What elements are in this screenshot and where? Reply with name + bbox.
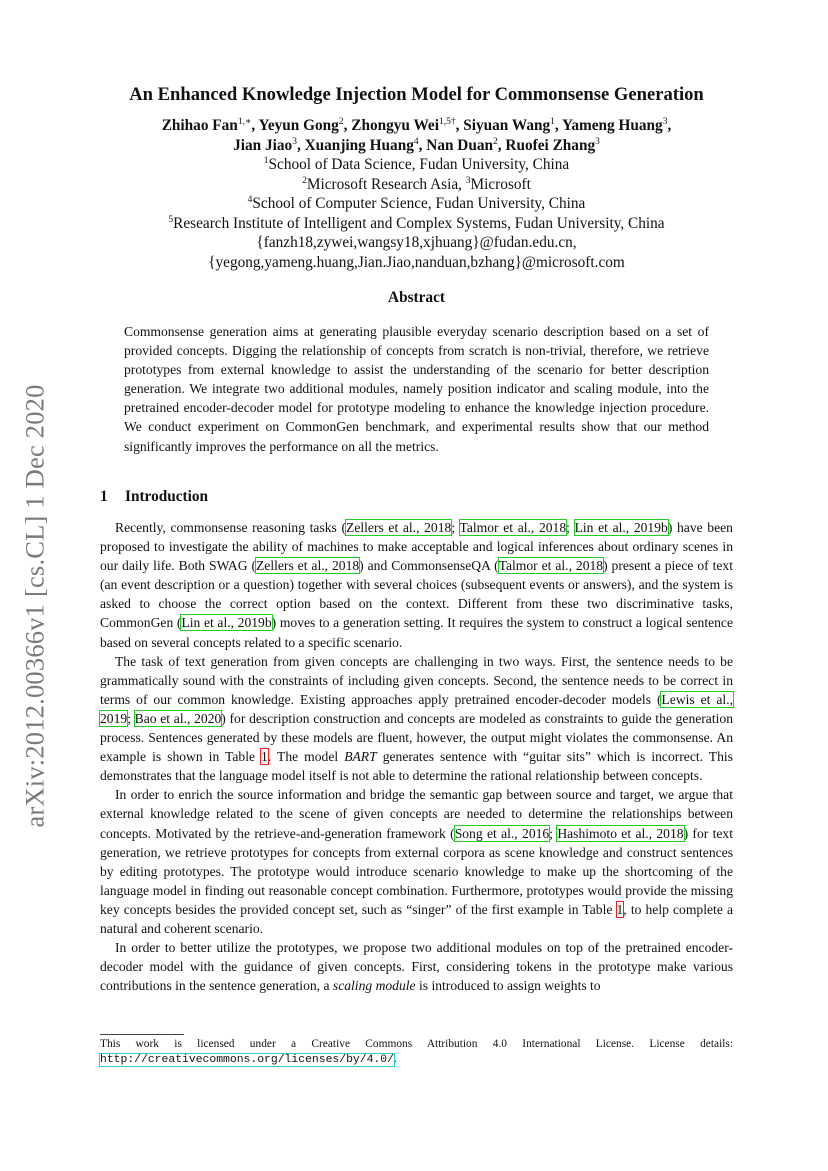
citation-link[interactable]: Zellers et al., 2018 (346, 520, 452, 535)
affiliation-4: $^5$Research Institute of Intelligent and Complex Systems, Fudan University, China (168, 214, 665, 232)
author-name: Zhihao Fan (161, 117, 238, 134)
citation-link[interactable]: Bao et al., 2020 (134, 710, 222, 726)
section-number: 1 (100, 488, 108, 505)
paragraph-4: In order to better utilize the prototypes, we propose two additional modules on top of the pretrained encoder-decoder model with the guidance of given concepts. First, considering tokens in the prototype make various contributions in the sentence generation, a scaling module is introduced to assign weights to (100, 940, 733, 994)
author-sup: 1,∗ (237, 117, 252, 127)
citation-link[interactable]: Song et al., 2016 (454, 825, 550, 841)
paragraph-2: The task of text generation from given concepts are challenging in two ways. First, the sentence needs to be grammatically sound with the constraints of including given concepts. Second, the sentence needs to be correct in terms of our common knowledge. Existing approaches apply pretrained encoder-decoder models (Lewis et al., 2019; Bao et al., 2020) for description construction and concepts are modeled as constraints to guide the generation process. Sentences generated by these models are fluent, however, the output might violates the commonsense. An example is shown in Table 1. The model BART generates sentence with “guitar sits” which is incorrect. This demonstrates that the language model itself is not able to determine the rational relationship between concepts. (100, 653, 734, 784)
author-sup: 1,5† (438, 117, 456, 127)
author-name: Yameng Huang (561, 117, 663, 134)
author-name: Nan Duan (426, 136, 494, 154)
intro-body (100, 518, 733, 995)
citation-link[interactable]: Hashimoto et al., 2018 (557, 825, 684, 841)
author-sup: 2 (338, 117, 344, 127)
author-sup: 3 (292, 136, 297, 147)
citation-link[interactable]: Lewis et al., 2019 (100, 691, 734, 726)
abstract-text: Commonsense generation aims at generating plausible everyday scenario description based on a set of provided concepts. Digging the relationship of concepts from scratch is non-trivial, therefore, we retrieve prototypes from external knowledge to assist the understanding of the scenario for better description generation. We integrate two additional modules, namely position indicator and scaling module, into the pretrained encoder-decoder model for prototype modeling to enhance the knowledge injection procedure. We conduct experiment on CommonGen benchmark, and experimental results show that our method significantly improves the performance on all the metrics. (124, 324, 709, 454)
author-name: Ruofei Zhang (505, 136, 596, 154)
paragraph-3: In order to enrich the source information and bridge the semantic gap between source and target, we argue that external knowledge related to the scene of given concepts are needed to determine the relationships between concepts. Motivated by the retrieve-and-generation framework (Song et al., 2016; Hashimoto et al., 2018) for text generation, we retrieve prototypes for concepts from external corpora as scene knowledge and construct sentences by editing prototypes. The prototype would introduce scenario knowledge to make up the shortcoming of the language model in finding out reasonable concept combination. Furthermore, prototypes would provide the missing key concepts besides the provided concept set, such as “singer” of the first example in Table 1, to help complete a natural and coherent scenario. (100, 787, 733, 936)
author-sup: 2 (493, 136, 498, 147)
author-sup: 1 (550, 117, 555, 127)
citation-link[interactable]: Zellers et al., 2018 (256, 558, 360, 574)
citation-link[interactable]: Talmor et al., 2018 (459, 520, 567, 535)
section-heading (100, 487, 208, 506)
author-block (100, 116, 733, 272)
footnote-divider (100, 1034, 184, 1035)
citation-link[interactable]: Lin et al., 2019b (574, 520, 668, 535)
citation-link[interactable]: Talmor et al., 2018 (498, 558, 604, 574)
arxiv-identifier-text: arXiv:2012.00366v1 [cs.CL] 1 Dec 2020 (19, 383, 50, 828)
section-title: Introduction (125, 488, 209, 505)
abstract-heading: Abstract (388, 289, 445, 306)
author-name: Jian Jiao (233, 136, 293, 154)
author-sup: 4 (413, 136, 419, 147)
author-line-1: Zhihao Fan$^{1,∗}$, Yeyun Gong$^2$, Zhongyu Wei$^{1,5\dagger}$, Siyuan Wang$^1$, Yameng Huang$^3$, (161, 117, 672, 134)
email-fudan: {fanzh18,zywei,wangsy18,xjhuang}@fudan.edu.cn, (256, 234, 577, 251)
email-microsoft: {yegong,yameng.huang,Jian.Jiao,nanduan,bzhang}@microsoft.com (208, 253, 625, 271)
author-name: Siyuan Wang (463, 117, 551, 134)
license-footnote: This work is licensed under a Creative Commons Attribution 4.0 International License. License details: http://creativecommons.org/licenses/by/4.0/. (100, 1038, 733, 1067)
arxiv-identifier (12, 368, 58, 843)
table-ref-link[interactable]: 1 (616, 901, 624, 917)
affiliation-2: $^2$Microsoft Research Asia, $^3$Microsoft (302, 175, 531, 193)
author-sup: 3 (662, 117, 668, 127)
affiliation-3: $^4$School of Computer Science, Fudan University, China (247, 195, 586, 212)
license-url-link[interactable]: http://creativecommons.org/licenses/by/4.0/ (100, 1054, 394, 1067)
author-name: Yeyun Gong (258, 117, 339, 134)
table-ref-link[interactable]: 1 (261, 749, 268, 765)
affiliation-1: $^1$School of Data Science, Fudan University, China (263, 156, 570, 173)
citation-link[interactable]: Lin et al., 2019b (181, 615, 272, 631)
author-name: Zhongyu Wei (351, 117, 439, 134)
paragraph-1: Recently, commonsense reasoning tasks (Zellers et al., 2018; Talmor et al., 2018; Lin et al., 2019b) have been proposed to investigate the ability of machines to make acceptable and logical inferences about ordinary scenes in our daily life. Both SWAG (Zellers et al., 2018) and CommonsenseQA (Talmor et al., 2018) present a piece of text (an event description or a question) together with several choices (subsequent events or answers), and the system is asked to choose the correct option based on the context. Different from these two discriminative tasks, CommonGen (Lin et al., 2019b) moves to a generation setting. It requires the system to construct a logical sentence based on several concepts related to a specific scenario. (100, 520, 733, 650)
author-sup: 3 (595, 136, 600, 147)
author-line-2: Jian Jiao$^3$, Xuanjing Huang$^4$, Nan Duan$^2$, Ruofei Zhang$^3$ (233, 136, 600, 154)
author-name: Xuanjing Huang (304, 136, 414, 154)
paper-title: An Enhanced Knowledge Injection Model for Commonsense Generation (129, 84, 704, 105)
